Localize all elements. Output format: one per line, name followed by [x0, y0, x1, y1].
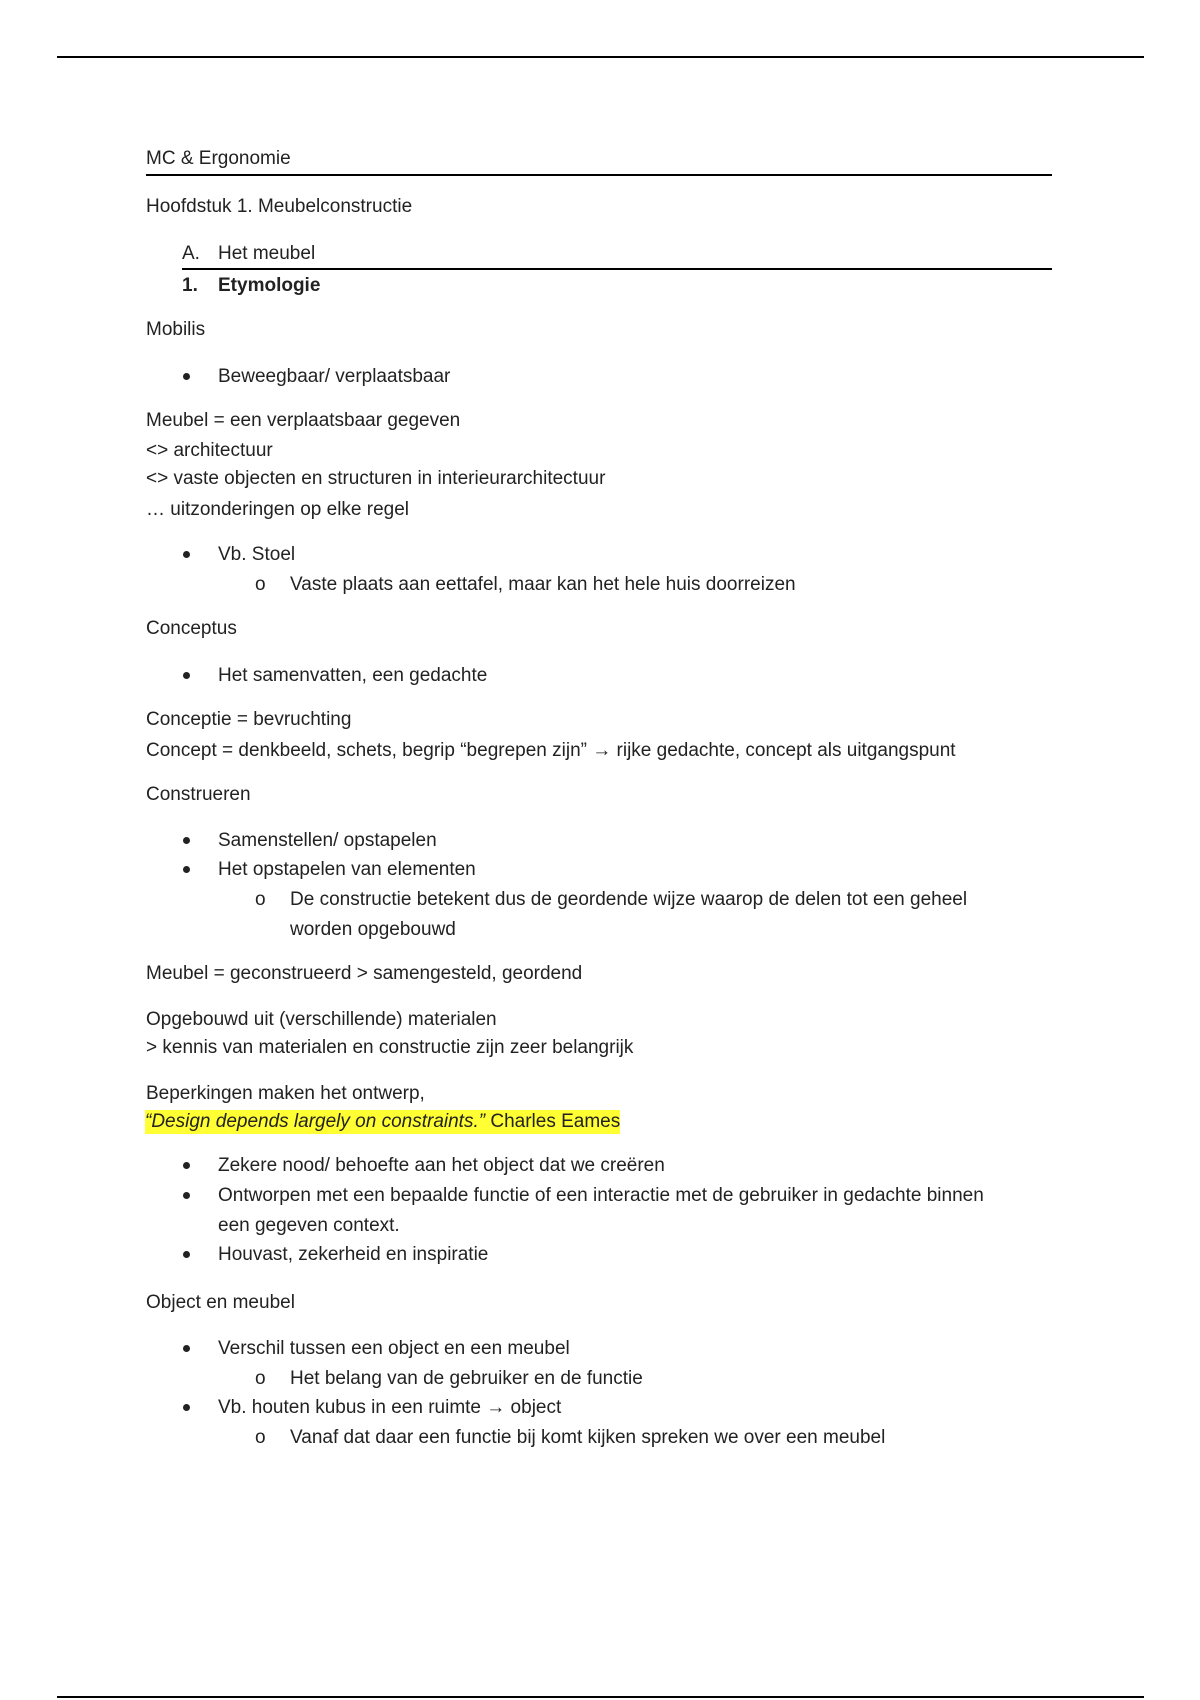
bullet-dot	[183, 1192, 190, 1199]
bullet-dot	[183, 551, 190, 558]
highlighted-quote	[145, 1110, 620, 1134]
quote-author: Charles Eames	[485, 1111, 621, 1132]
sub-bullet-glyph: o	[255, 889, 266, 910]
bullet-dot	[183, 672, 190, 679]
text-line: Beperkingen maken het ontwerp,	[146, 1083, 425, 1104]
sub-list-item: Het belang van de gebruiker en de functie	[290, 1368, 643, 1389]
text-line: … uitzonderingen op elke regel	[146, 499, 410, 520]
sub-bullet-glyph: o	[255, 1427, 266, 1448]
sub-bullet-glyph: o	[255, 574, 266, 595]
bullet-dot	[183, 1404, 190, 1411]
text-line: Meubel = een verplaatsbaar gegeven	[146, 410, 461, 431]
object-heading: Object en meubel	[146, 1292, 295, 1313]
text-line: Conceptie = bevruchting	[146, 709, 352, 730]
quote-text: “Design depends largely on constraints.”	[145, 1111, 486, 1132]
subsection-marker: 1.	[182, 275, 198, 296]
construeren-heading: Construeren	[146, 784, 251, 805]
mobilis-heading: Mobilis	[146, 319, 206, 340]
sub-list-item: De constructie betekent dus de geordende wijze waarop de delen tot een geheel	[290, 889, 968, 910]
bullet-dot	[183, 1251, 190, 1258]
bullet-dot	[183, 1162, 190, 1169]
title-underline	[146, 174, 1052, 176]
text-line: <> vaste objecten en structuren in interieurarchitectuur	[146, 468, 606, 489]
bullet-dot	[183, 1345, 190, 1352]
conceptus-heading: Conceptus	[146, 618, 237, 639]
bullet-dot	[183, 837, 190, 844]
text-line: Meubel = geconstrueerd > samengesteld, geordend	[146, 963, 583, 984]
list-item: Vb. Stoel	[218, 544, 296, 565]
list-item: Vb. houten kubus in een ruimte → object	[218, 1397, 562, 1418]
sub-list-item-continued: worden opgebouwd	[290, 919, 456, 940]
sub-list-item: Vaste plaats aan eettafel, maar kan het hele huis doorreizen	[290, 574, 796, 595]
text-line: > kennis van materialen en constructie zijn zeer belangrijk	[146, 1037, 634, 1058]
list-item: Zekere nood/ behoefte aan het object dat we creëren	[218, 1155, 665, 1176]
list-item: Verschil tussen een object en een meubel	[218, 1338, 570, 1359]
list-item: Beweegbaar/ verplaatsbaar	[218, 366, 451, 387]
text-line: Concept = denkbeeld, schets, begrip “begrepen zijn” → rijke gedachte, concept als uitgangspunt	[146, 740, 956, 761]
list-item: Houvast, zekerheid en inspiratie	[218, 1244, 489, 1265]
bullet-dot	[183, 373, 190, 380]
document-title: MC & Ergonomie	[146, 148, 291, 169]
sub-bullet-glyph: o	[255, 1368, 266, 1389]
page-footer-rule	[57, 1696, 1144, 1698]
section-marker: A.	[182, 243, 200, 264]
section-underline	[182, 268, 1052, 270]
list-item: Ontworpen met een bepaalde functie of een interactie met de gebruiker in gedachte binnen	[218, 1185, 984, 1206]
list-item: Het samenvatten, een gedachte	[218, 665, 488, 686]
list-item: Samenstellen/ opstapelen	[218, 830, 437, 851]
list-item: Het opstapelen van elementen	[218, 859, 476, 880]
text-line: Opgebouwd uit (verschillende) materialen	[146, 1009, 497, 1030]
subsection-heading: Etymologie	[218, 275, 321, 296]
list-item-continued: een gegeven context.	[218, 1215, 400, 1236]
sub-list-item: Vanaf dat daar een functie bij komt kijken spreken we over een meubel	[290, 1427, 886, 1448]
section-heading: Het meubel	[218, 243, 316, 264]
bullet-dot	[183, 866, 190, 873]
text-line: <> architectuur	[146, 440, 273, 461]
chapter-heading: Hoofdstuk 1. Meubelconstructie	[146, 196, 413, 217]
